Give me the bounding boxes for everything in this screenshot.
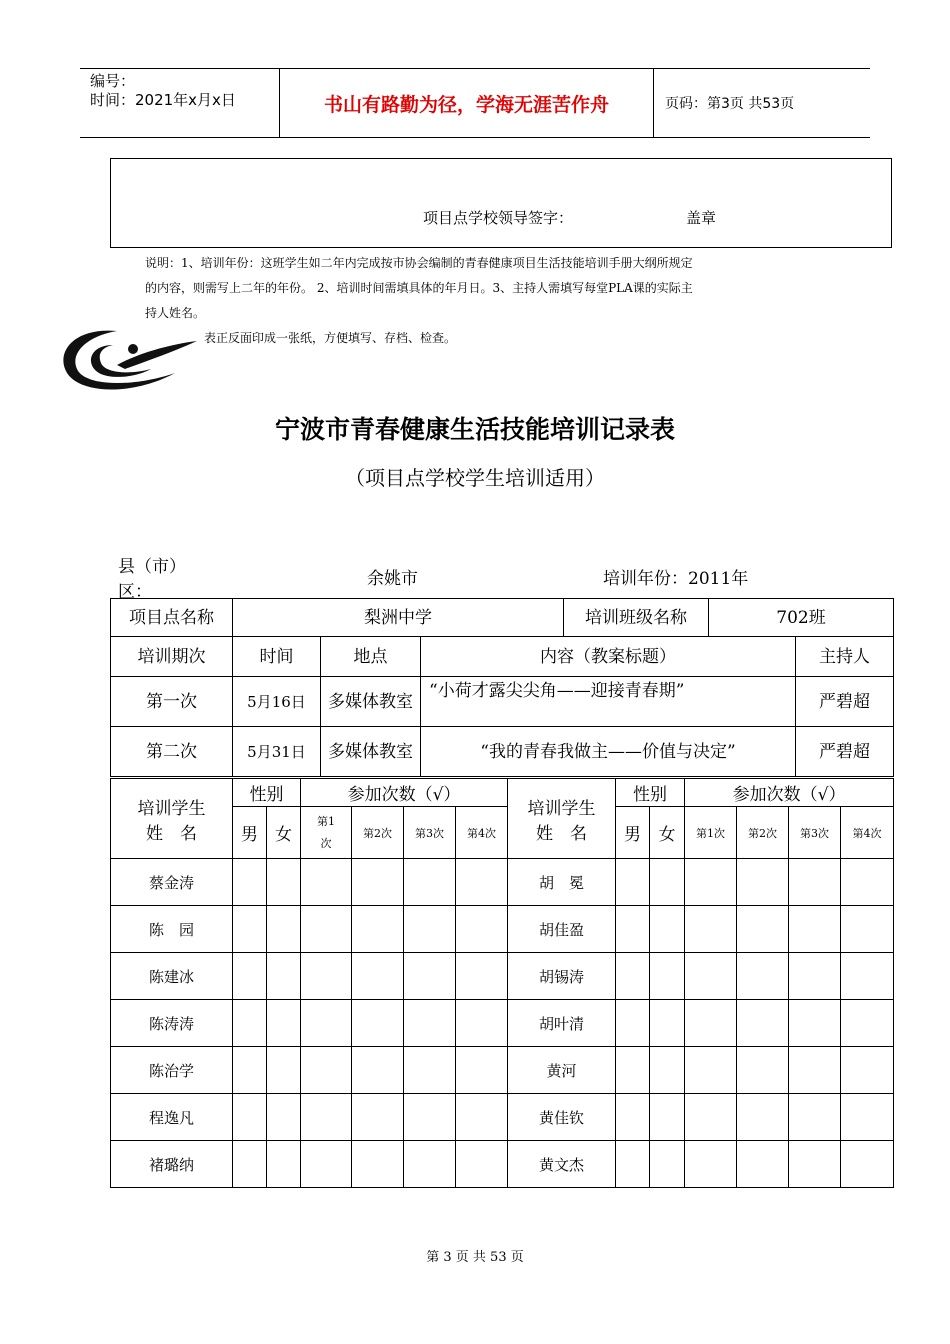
county-value: 余姚市	[367, 569, 418, 589]
empty-cell[interactable]	[650, 859, 685, 906]
site-label: 项目点名称	[111, 599, 233, 637]
empty-cell[interactable]	[685, 859, 737, 906]
student-name-header-2: 姓 名	[146, 823, 197, 844]
session-time: 5月16日	[233, 677, 321, 727]
student-name: 陈建冰	[111, 953, 233, 1000]
student-name-header-1: 培训学生	[137, 798, 206, 819]
table-row	[111, 953, 894, 1000]
empty-cell[interactable]	[789, 1094, 841, 1141]
empty-cell[interactable]	[233, 1000, 267, 1047]
empty-cell[interactable]	[404, 906, 456, 953]
student-name: 褚璐纳	[111, 1141, 233, 1188]
student-name: 黄佳钦	[508, 1094, 616, 1141]
student-name: 黄文杰	[508, 1141, 616, 1188]
student-name: 程逸凡	[111, 1094, 233, 1141]
empty-cell[interactable]	[233, 1047, 267, 1094]
empty-cell[interactable]	[352, 1141, 404, 1188]
header-content: 内容（教案标题）	[421, 637, 796, 677]
header-page-info: 页码：第3页 共53页	[665, 96, 795, 112]
empty-cell[interactable]	[301, 906, 352, 953]
empty-cell[interactable]	[352, 859, 404, 906]
session-host: 严碧超	[796, 727, 894, 777]
times-header: 第3次	[789, 807, 841, 859]
class-value: 702班	[709, 599, 894, 637]
header-time: 时间	[233, 637, 321, 677]
stamp-label: 盖章	[686, 209, 717, 227]
empty-cell[interactable]	[841, 953, 894, 1000]
empty-cell[interactable]	[685, 1094, 737, 1141]
empty-cell[interactable]	[685, 953, 737, 1000]
site-value: 梨洲中学	[233, 599, 564, 637]
student-name: 胡锡涛	[508, 953, 616, 1000]
empty-cell[interactable]	[352, 1000, 404, 1047]
empty-cell[interactable]	[456, 906, 508, 953]
empty-cell[interactable]	[456, 953, 508, 1000]
header-host: 主持人	[796, 637, 894, 677]
students-header-row	[111, 779, 894, 807]
session-place: 多媒体教室	[321, 677, 421, 727]
empty-cell[interactable]	[616, 953, 650, 1000]
empty-cell[interactable]	[267, 859, 301, 906]
empty-cell[interactable]	[352, 1047, 404, 1094]
empty-cell[interactable]	[616, 1141, 650, 1188]
session-row	[111, 677, 894, 727]
session-content: “我的青春我做主——价值与决定”	[421, 727, 796, 777]
empty-cell[interactable]	[650, 1094, 685, 1141]
empty-cell[interactable]	[233, 953, 267, 1000]
empty-cell[interactable]	[650, 1047, 685, 1094]
empty-cell[interactable]	[737, 1047, 789, 1094]
empty-cell[interactable]	[841, 1094, 894, 1141]
table-row	[111, 1094, 894, 1141]
empty-cell[interactable]	[267, 1141, 301, 1188]
empty-cell[interactable]	[456, 1000, 508, 1047]
session-period: 第二次	[111, 727, 233, 777]
logo-icon	[55, 325, 200, 395]
times-header: 第2次	[352, 807, 404, 859]
note-line-1: 说明：1、培训年份：这班学生如二年内完成按市协会编制的青春健康项目生活技能培训手册大纲所规定	[145, 256, 693, 270]
empty-cell[interactable]	[456, 1094, 508, 1141]
empty-cell[interactable]	[301, 859, 352, 906]
student-name: 胡 冕	[508, 859, 616, 906]
session-time: 5月31日	[233, 727, 321, 777]
male-header: 男	[233, 807, 267, 859]
attend-header: 参加次数（√）	[301, 779, 508, 807]
student-name-header-2: 姓 名	[536, 823, 588, 844]
class-label: 培训班级名称	[564, 599, 709, 637]
session-header-row	[111, 637, 894, 677]
empty-cell[interactable]	[789, 1141, 841, 1188]
student-name: 蔡金涛	[111, 859, 233, 906]
empty-cell[interactable]	[789, 1047, 841, 1094]
empty-cell[interactable]	[352, 953, 404, 1000]
empty-cell[interactable]	[233, 906, 267, 953]
female-header: 女	[650, 807, 685, 859]
empty-cell[interactable]	[352, 906, 404, 953]
empty-cell[interactable]	[404, 953, 456, 1000]
header-period: 培训期次	[111, 637, 233, 677]
signature-label: 项目点学校领导签字：	[423, 209, 574, 227]
empty-cell[interactable]	[789, 859, 841, 906]
empty-cell[interactable]	[650, 1141, 685, 1188]
empty-cell[interactable]	[789, 953, 841, 1000]
student-name: 黄河	[508, 1047, 616, 1094]
attend-header: 参加次数（√）	[685, 779, 894, 807]
table-row	[111, 906, 894, 953]
empty-cell[interactable]	[456, 1047, 508, 1094]
empty-cell[interactable]	[456, 859, 508, 906]
times-header: 第1次	[685, 807, 737, 859]
empty-cell[interactable]	[267, 1000, 301, 1047]
page-footer: 第 3 页 共 53 页	[426, 1250, 524, 1265]
students-table	[110, 778, 894, 1188]
empty-cell[interactable]	[685, 1047, 737, 1094]
empty-cell[interactable]	[267, 953, 301, 1000]
empty-cell[interactable]	[404, 859, 456, 906]
empty-cell[interactable]	[737, 1141, 789, 1188]
empty-cell[interactable]	[650, 953, 685, 1000]
female-header: 女	[267, 807, 301, 859]
empty-cell[interactable]	[841, 859, 894, 906]
empty-cell[interactable]	[737, 1000, 789, 1047]
student-name: 陈涛涛	[111, 1000, 233, 1047]
empty-cell[interactable]	[737, 953, 789, 1000]
empty-cell[interactable]	[267, 906, 301, 953]
header-motto: 书山有路勤为径，学海无涯苦作舟	[280, 69, 654, 137]
empty-cell[interactable]	[841, 1141, 894, 1188]
session-place: 多媒体教室	[321, 727, 421, 777]
empty-cell[interactable]	[789, 1000, 841, 1047]
session-host: 严碧超	[796, 677, 894, 727]
student-name-header-1: 培训学生	[527, 798, 596, 819]
empty-cell[interactable]	[616, 1094, 650, 1141]
empty-cell[interactable]	[267, 1094, 301, 1141]
empty-cell[interactable]	[616, 1000, 650, 1047]
empty-cell[interactable]	[685, 1141, 737, 1188]
session-content: “小荷才露尖尖角——迎接青春期”	[421, 677, 796, 727]
session-period: 第一次	[111, 677, 233, 727]
empty-cell[interactable]	[685, 1000, 737, 1047]
empty-cell[interactable]	[789, 906, 841, 953]
empty-cell[interactable]	[301, 1000, 352, 1047]
student-name-header	[508, 779, 616, 859]
empty-cell[interactable]	[301, 1094, 352, 1141]
student-name: 陈治学	[111, 1047, 233, 1094]
document-title: 宁波市青春健康生活技能培训记录表	[274, 415, 675, 444]
note-line-3: 持人姓名。	[145, 306, 206, 320]
empty-cell[interactable]	[456, 1141, 508, 1188]
note-line-2: 的内容，则需写上二年的年份。 2、培训时间需填具体的年月日。3、主持人需填写每堂PLA课的实际主	[145, 281, 693, 295]
student-name: 胡佳盈	[508, 906, 616, 953]
table-row	[111, 1000, 894, 1047]
gender-header: 性别	[233, 779, 301, 807]
empty-cell[interactable]	[650, 1000, 685, 1047]
times-header: 第1次	[301, 807, 352, 859]
empty-cell[interactable]	[737, 906, 789, 953]
header-meta	[80, 69, 280, 137]
empty-cell[interactable]	[650, 906, 685, 953]
table-row	[111, 1047, 894, 1094]
student-name-header	[111, 779, 233, 859]
document-subtitle: （项目点学校学生培训适用）	[345, 466, 605, 490]
county-label-1: 县（市）	[118, 557, 186, 577]
empty-cell[interactable]	[352, 1094, 404, 1141]
note-line-4: 表正反面印成一张纸，方便填写、存档、检查。	[204, 331, 457, 345]
sessions-table	[110, 598, 894, 777]
empty-cell[interactable]	[267, 1047, 301, 1094]
times-header: 第2次	[737, 807, 789, 859]
empty-cell[interactable]	[404, 1094, 456, 1141]
times-header: 第3次	[404, 807, 456, 859]
empty-cell[interactable]	[404, 1000, 456, 1047]
empty-cell[interactable]	[301, 953, 352, 1000]
male-header: 男	[616, 807, 650, 859]
empty-cell[interactable]	[616, 906, 650, 953]
times-header: 第4次	[841, 807, 894, 859]
empty-cell[interactable]	[737, 1094, 789, 1141]
student-rows	[111, 859, 894, 1188]
training-year: 培训年份：2011年	[603, 569, 749, 589]
date-label: 时间：2021年x月x日	[90, 91, 236, 109]
county-label-2: 区：	[118, 582, 152, 602]
empty-cell[interactable]	[233, 1141, 267, 1188]
table-row	[111, 1141, 894, 1188]
table-row	[111, 859, 894, 906]
empty-cell[interactable]	[841, 1000, 894, 1047]
gender-header: 性别	[616, 779, 685, 807]
number-label: 编号：	[90, 72, 136, 90]
empty-cell[interactable]	[841, 906, 894, 953]
empty-cell[interactable]	[233, 859, 267, 906]
site-row	[111, 599, 894, 637]
signature-box	[110, 158, 892, 248]
empty-cell[interactable]	[616, 1047, 650, 1094]
page-header	[80, 68, 870, 138]
empty-cell[interactable]	[404, 1047, 456, 1094]
empty-cell[interactable]	[404, 1141, 456, 1188]
student-name: 胡叶清	[508, 1000, 616, 1047]
session-row	[111, 727, 894, 777]
student-name: 陈 园	[111, 906, 233, 953]
empty-cell[interactable]	[301, 1141, 352, 1188]
empty-cell[interactable]	[685, 906, 737, 953]
empty-cell[interactable]	[841, 1047, 894, 1094]
times-header: 第4次	[456, 807, 508, 859]
empty-cell[interactable]	[737, 859, 789, 906]
empty-cell[interactable]	[616, 859, 650, 906]
empty-cell[interactable]	[233, 1094, 267, 1141]
header-place: 地点	[321, 637, 421, 677]
empty-cell[interactable]	[301, 1047, 352, 1094]
